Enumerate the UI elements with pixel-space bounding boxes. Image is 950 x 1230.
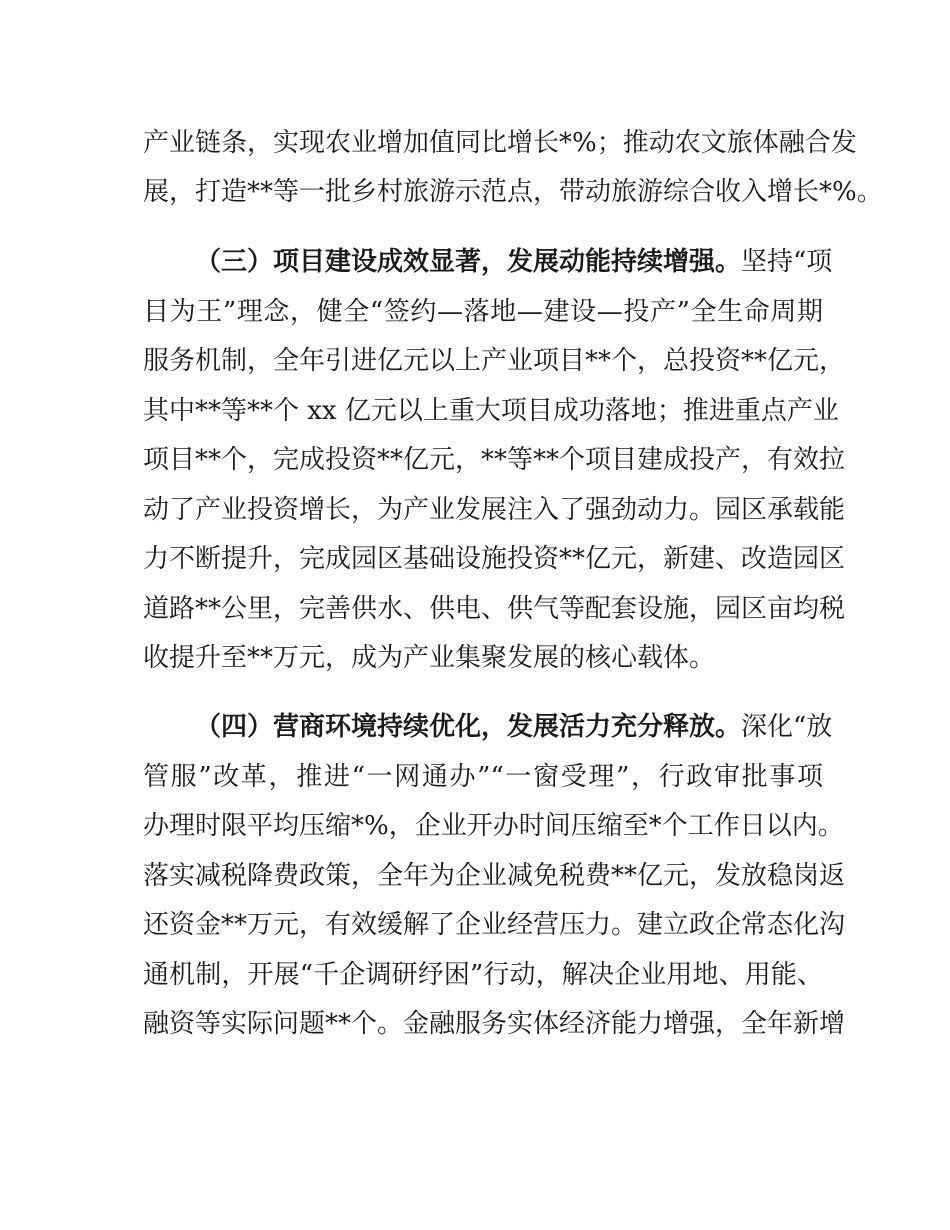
paragraph-3-line-2: 管服”改革，推进“一网通办”“一窗受理”，行政审批事项 — [143, 762, 823, 792]
paragraph-3-line-4: 落实减税降费政策，全年为企业减免税费**亿元，发放稳岗返 — [143, 861, 846, 891]
paragraph-1-line-2: 展，打造**等一批乡村旅游示范点，带动旅游综合收入增长*%。 — [143, 177, 883, 207]
paragraph-3-line-7: 融资等实际问题**个。金融服务实体经济能力增强，全年新增 — [143, 1009, 846, 1039]
section-heading-3: （三）项目建设成效显著，发展动能持续增强。 — [195, 247, 742, 277]
paragraph-2-line-4: 其中**等**个 xx 亿元以上重大项目成功落地；推进重点产业 — [143, 396, 839, 426]
paragraph-3-line-1 — [195, 707, 833, 747]
paragraph-1-line-1: 产业链条，实现农业增加值同比增长*%；推动农文旅体融合发 — [143, 128, 857, 158]
paragraph-2-line-1-text: 坚持“项 — [741, 247, 833, 277]
paragraph-2-line-5: 项目**个，完成投资**亿元，**等**个项目建成投产，有效拉 — [143, 445, 846, 475]
section-heading-4: （四）营商环境持续优化，发展活力充分释放。 — [195, 712, 742, 742]
paragraph-3-line-6: 通机制，开展“千企调研纾困”行动，解决企业用地、用能、 — [143, 960, 823, 990]
paragraph-2-line-7: 力不断提升，完成园区基础设施投资**亿元，新建、改造园区 — [143, 544, 846, 574]
paragraph-2-line-6: 动了产业投资增长，为产业发展注入了强劲动力。园区承载能 — [143, 495, 846, 525]
paragraph-2-line-1 — [195, 242, 833, 282]
paragraph-2-line-3: 服务机制，全年引进亿元以上产业项目**个，总投资**亿元， — [143, 346, 846, 376]
paragraph-2-line-2: 目为王”理念，健全“签约—落地—建设—投产”全生命周期 — [143, 297, 823, 327]
paragraph-3-line-3: 办理时限平均压缩*%，企业开办时间压缩至*个工作日以内。 — [143, 811, 844, 841]
paragraph-3-line-1-text: 深化“放 — [741, 712, 833, 742]
paragraph-3-line-5: 还资金**万元，有效缓解了企业经营压力。建立政企常态化沟 — [143, 910, 846, 940]
paragraph-2-line-8: 道路**公里，完善供水、供电、供气等配套设施，园区亩均税 — [143, 594, 846, 624]
paragraph-2-line-9: 收提升至**万元，成为产业集聚发展的核心载体。 — [143, 643, 716, 673]
